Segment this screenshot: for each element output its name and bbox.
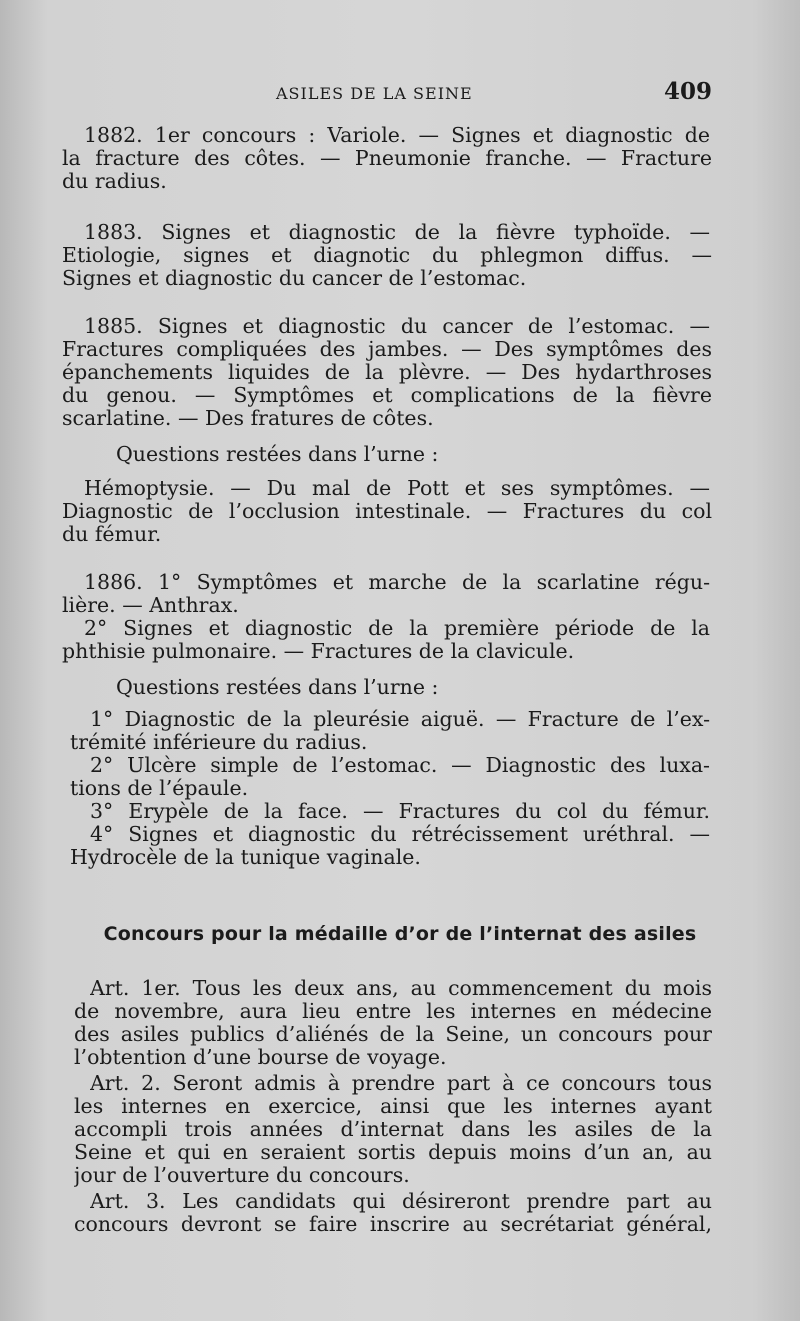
text-line: 4° Signes et diagnostic du rétrécissement uréthral. — xyxy=(90,822,710,846)
text-line: 1882. 1er concours : Variole. — Signes et diagnostic de xyxy=(84,123,710,147)
text-line: Fractures compliquées des jambes. — Des symptômes des xyxy=(62,337,712,361)
text-line: des asiles publics d’aliénés de la Seine, un concours pour xyxy=(74,1022,712,1046)
text-line: 1885. Signes et diagnostic du cancer de l’estomac. — xyxy=(84,314,710,338)
text-line: 2° Ulcère simple de l’estomac. — Diagnostic des luxa- xyxy=(90,753,710,777)
text-line: Hydrocèle de la tunique vaginale. xyxy=(70,845,421,869)
text-line: jour de l’ouverture du concours. xyxy=(74,1163,410,1187)
text-line: accompli trois années d’internat dans les asiles de la xyxy=(74,1117,712,1141)
text-line: Signes et diagnostic du cancer de l’estomac. xyxy=(62,266,527,290)
text-line: phthisie pulmonaire. — Fractures de la clavicule. xyxy=(62,639,575,663)
text-line: Art. 1er. Tous les deux ans, au commencement du mois xyxy=(90,976,712,1000)
text-line: Art. 2. Seront admis à prendre part à ce concours tous xyxy=(90,1071,712,1095)
section-heading: Concours pour la médaille d’or de l’internat des asiles xyxy=(103,923,697,945)
text-line: 1886. 1° Symptômes et marche de la scarlatine régu- xyxy=(84,570,710,594)
text-line: l’obtention d’une bourse de voyage. xyxy=(74,1045,447,1069)
text-line: concours devront se faire inscrire au secrétariat général, xyxy=(74,1212,712,1236)
text-line: 3° Erypèle de la face. — Fractures du col du fémur. xyxy=(90,799,710,823)
text-line: Questions restées dans l’urne : xyxy=(116,442,439,466)
page-header xyxy=(0,78,800,108)
text-line: la fracture des côtes. — Pneumonie franche. — Fracture xyxy=(62,146,712,170)
running-title: ASILES DE LA SEINE xyxy=(276,84,473,103)
text-line: les internes en exercice, ainsi que les internes ayant xyxy=(74,1094,712,1118)
text-line: Questions restées dans l’urne : xyxy=(116,675,439,699)
text-line: 1° Diagnostic de la pleurésie aiguë. — Fracture de l’ex- xyxy=(90,707,710,731)
text-line: 1883. Signes et diagnostic de la fièvre typhoïde. — xyxy=(84,220,710,244)
text-line: du genou. — Symptômes et complications de la fièvre xyxy=(62,383,712,407)
text-line: du radius. xyxy=(62,169,167,193)
text-line: Hémoptysie. — Du mal de Pott et ses symptômes. — xyxy=(84,476,710,500)
text-line: Art. 3. Les candidats qui désireront prendre part au xyxy=(90,1189,712,1213)
text-line: scarlatine. — Des fratures de côtes. xyxy=(62,406,434,430)
text-line: épanchements liquides de la plèvre. — Des hydarthroses xyxy=(62,360,712,384)
text-line: lière. — Anthrax. xyxy=(62,593,239,617)
text-line: Diagnostic de l’occlusion intestinale. — Fractures du col xyxy=(62,499,712,523)
text-line: du fémur. xyxy=(62,522,162,546)
text-line: de novembre, aura lieu entre les internes en médecine xyxy=(74,999,712,1023)
text-line: 2° Signes et diagnostic de la première période de la xyxy=(84,616,710,640)
text-line: Etiologie, signes et diagnotic du phlegmon diffus. — xyxy=(62,243,712,267)
text-line: trémité inférieure du radius. xyxy=(70,730,368,754)
text-line: tions de l’épaule. xyxy=(70,776,249,800)
page-number: 409 xyxy=(664,78,713,105)
text-line: Seine et qui en seraient sortis depuis moins d’un an, au xyxy=(74,1140,712,1164)
